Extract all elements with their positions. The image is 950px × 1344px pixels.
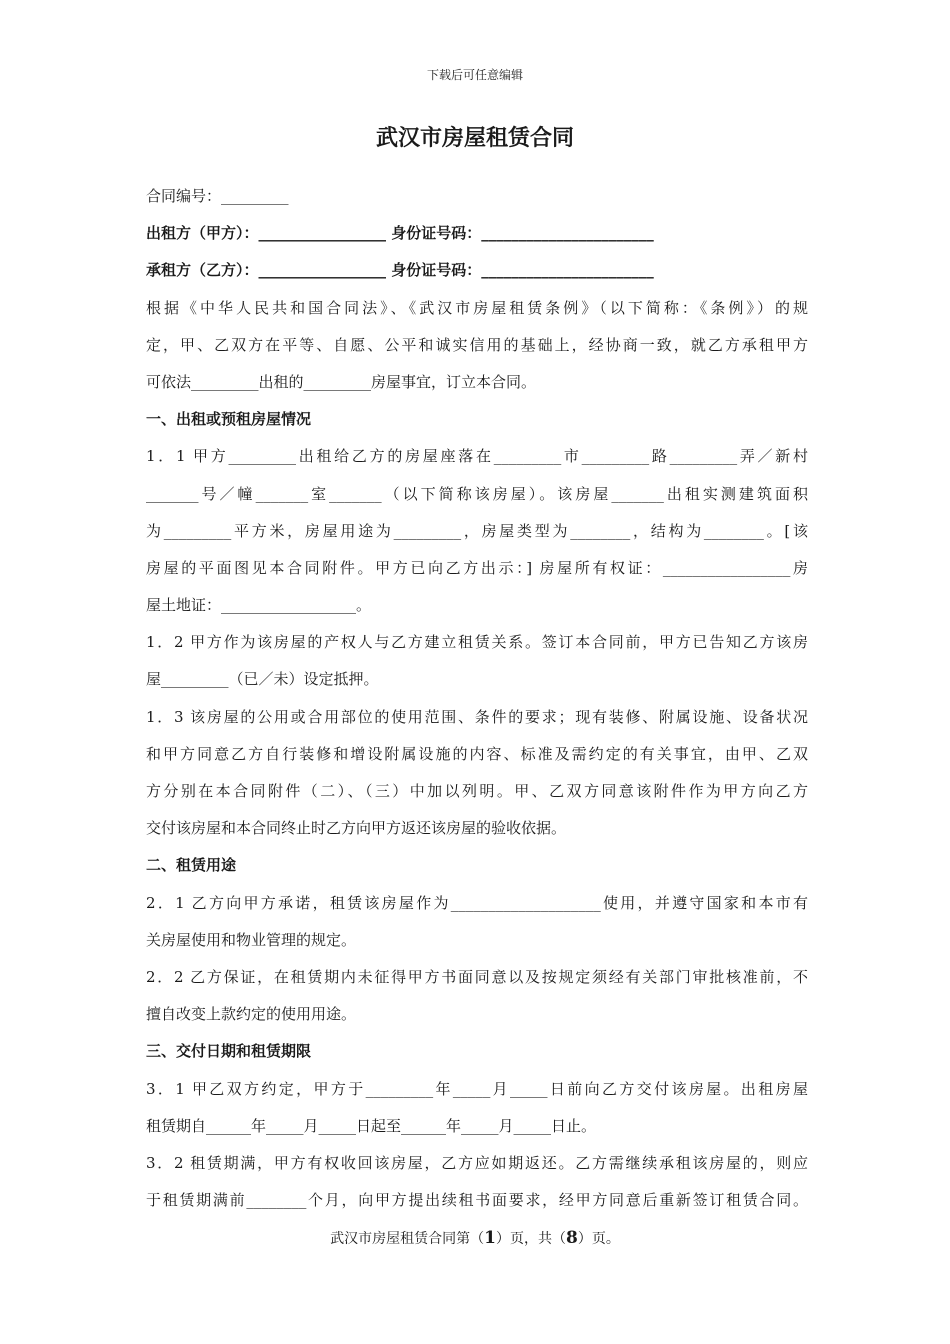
section-heading-line: 三、交付日期和租赁期限 — [146, 1042, 312, 1061]
text-line: 关房屋使用和物业管理的规定。 — [146, 930, 357, 949]
footer-prefix: 武汉市房屋租赁合同第（ — [330, 1231, 485, 1247]
text-line: 和甲方同意乙方自行装修和增设附属设施的内容、标准及需约定的有关事宜，由甲、乙双 — [146, 744, 808, 763]
section-heading-line: 承租方（乙方）：_________________ 身份证号码：_______________________ — [146, 261, 654, 280]
text-line: 交付该房屋和本合同终止时乙方向甲方返还该房屋的验收依据。 — [146, 819, 567, 838]
text-line: _______号／幢_______室_______（以下简称该房屋）。该房屋_______出租实测建筑面积 — [146, 484, 808, 503]
text-line: 3．2 租赁期满，甲方有权收回该房屋，乙方应如期返还。乙方需继续承租该房屋的，则应 — [146, 1153, 808, 1172]
text-line: 为_________平方米，房屋用途为_________，房屋类型为________，结构为________。[该 — [146, 521, 808, 540]
text-line: 1．2 甲方作为该房屋的产权人与乙方建立租赁关系。签订本合同前，甲方已告知乙方该房 — [146, 633, 808, 652]
section-heading-line: 出租方（甲方）：_________________ 身份证号码：_______________________ — [146, 224, 654, 243]
text-line: 1．3 该房屋的公用或合用部位的使用范围、条件的要求；现有装修、附属设施、设备状况 — [146, 707, 808, 726]
section-heading-line: 一、出租或预租房屋情况 — [146, 410, 312, 429]
footer-middle: ）页，共（ — [496, 1231, 566, 1247]
text-line: 1．1 甲方_________出租给乙方的房屋座落在_________市_________路_________弄／新村 — [146, 447, 808, 466]
text-line: 擅自改变上款约定的使用用途。 — [146, 1005, 357, 1024]
header-note: 下载后可任意编辑 — [426, 68, 523, 82]
footer-page-number: 1 — [484, 1228, 496, 1248]
text-line: 根据《中华人民共和国合同法》、《武汉市房屋租赁条例》（以下简称：《条例》）的规 — [146, 298, 808, 317]
text-line: 屋土地证：__________________。 — [146, 596, 372, 615]
text-line: 方分别在本合同附件（二）、（三）中加以列明。甲、乙双方同意该附件作为甲方向乙方 — [146, 782, 808, 800]
text-line: 定，甲、乙双方在平等、自愿、公平和诚实信用的基础上，经协商一致，就乙方承租甲方 — [146, 335, 808, 354]
footer-suffix: ）页。 — [577, 1231, 620, 1247]
text-line: 于租赁期满前________个月，向甲方提出续租书面要求，经甲方同意后重新签订租赁合同。 — [146, 1191, 808, 1210]
text-line: 可依法_________出租的_________房屋事宜，订立本合同。 — [146, 372, 537, 391]
text-line: 2．1 乙方向甲方承诺，租赁该房屋作为____________________使用，并遵守国家和本市有 — [146, 893, 808, 912]
text-line: 租赁期自______年_____月_____日起至______年_____月_____日止。 — [146, 1116, 597, 1135]
text-line: 合同编号：_________ — [146, 187, 289, 205]
text-line: 房屋的平面图见本合同附件。甲方已向乙方出示：] 房屋所有权证：_________________房 — [146, 558, 808, 577]
footer-total-pages: 8 — [566, 1228, 578, 1248]
document-title: 武汉市房屋租赁合同 — [375, 126, 574, 151]
contract-body — [146, 178, 808, 1219]
text-line: 2．2 乙方保证，在租赁期内未征得甲方书面同意以及按规定须经有关部门审批核准前，不 — [146, 967, 808, 986]
text-line: 3．1 甲乙双方约定，甲方于_________年_____月_____日前向乙方交付该房屋。出租房屋 — [146, 1079, 808, 1098]
page-footer — [0, 1228, 950, 1248]
section-heading-line: 二、租赁用途 — [146, 856, 237, 875]
text-line: 屋_________（已／未）设定抵押。 — [146, 670, 379, 689]
